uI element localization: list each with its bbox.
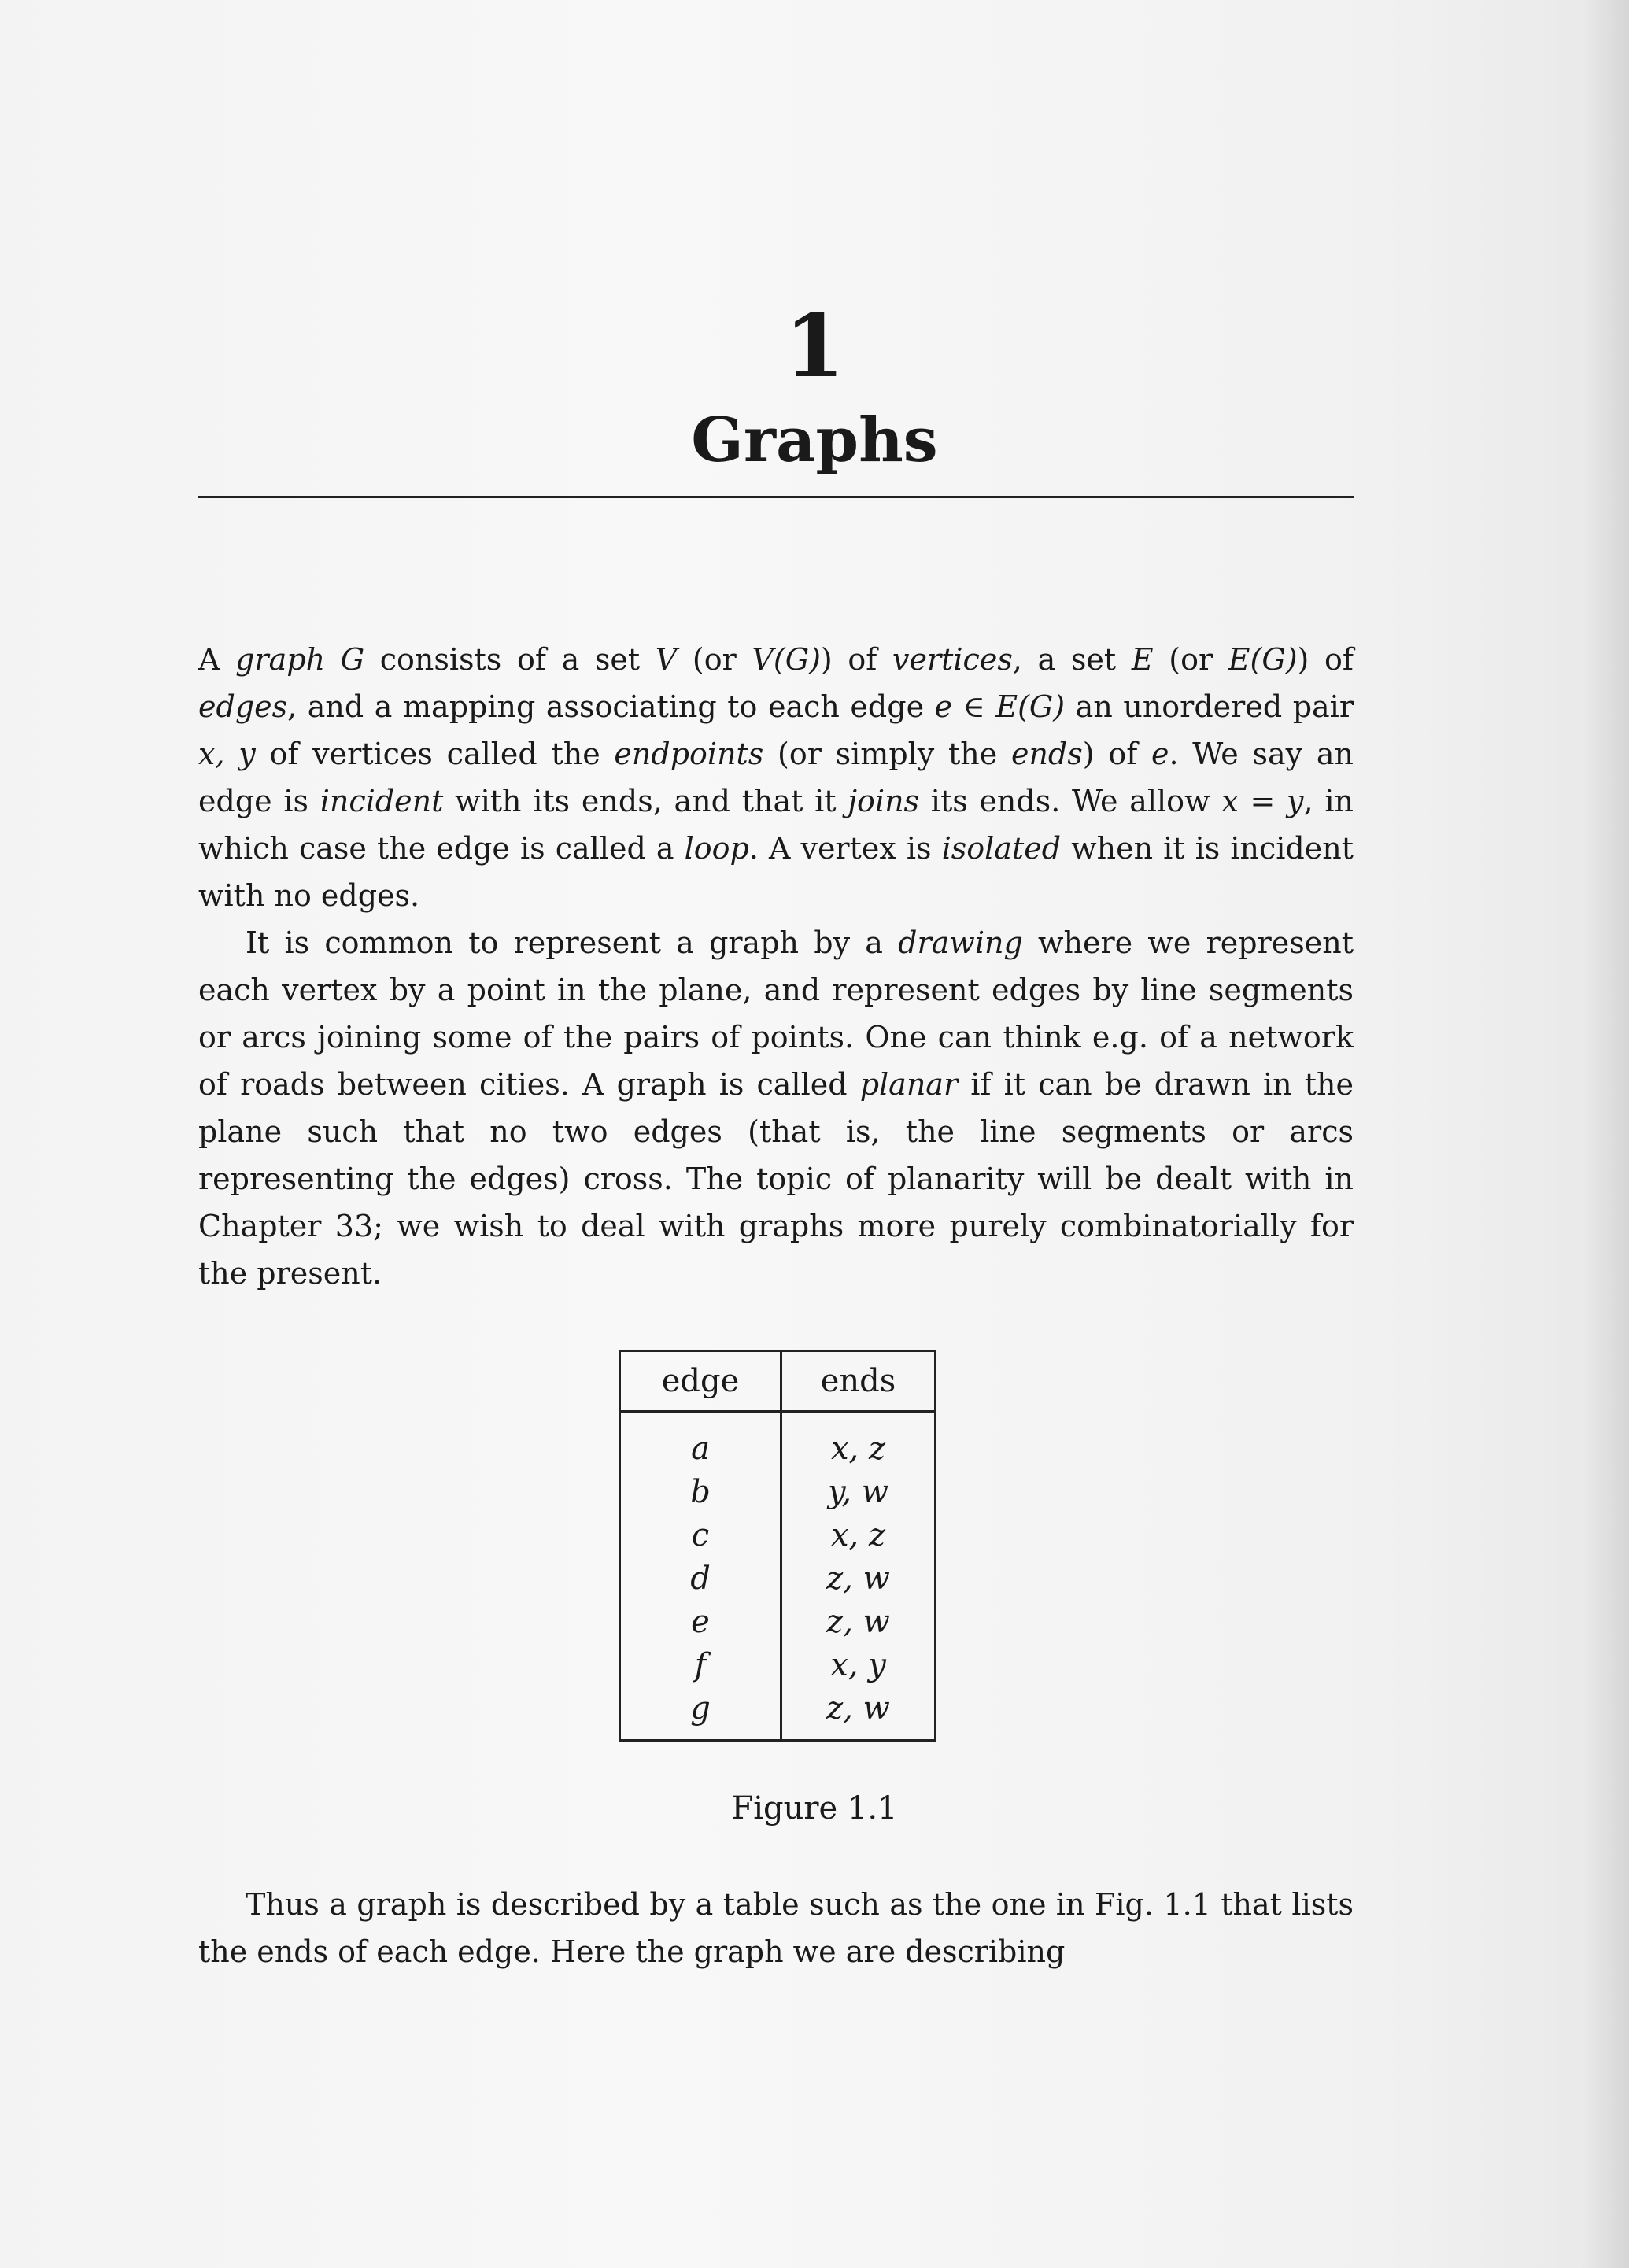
edge-cell: f (620, 1643, 781, 1686)
table-row (620, 1412, 936, 1471)
body-text-continued (198, 1881, 1354, 1975)
ends-cell: z, w (826, 1560, 890, 1597)
edge-cell: e (620, 1600, 781, 1643)
figure-table-container (619, 1350, 936, 1782)
table-row (620, 1686, 936, 1741)
header-ends: ends (781, 1351, 936, 1412)
paragraph-table-description: Thus a graph is described by a table such as the one in Fig. 1.1 that lists the ends of each edge. Here the graph we are describing (198, 1887, 1354, 1969)
ends-cell: z, w (826, 1603, 890, 1640)
table-row (620, 1643, 936, 1686)
ends-cell: x, y (830, 1646, 886, 1683)
title-rule (198, 496, 1354, 498)
paragraph-definition: A graph G consists of a set V (or V(G)) of vertices, a set E (or E(G)) of edges, and a mapping associating to each edge e ∈ E(G) an unordered pair x, y of vertices called the endpoints (or simply the ends) of e. We say an edge is incident with its ends, and that it joins its ends. We allow x = y, in which case the edge is called a loop. A vertex is isolated when it is incident with no edges. (198, 642, 1354, 913)
edge-cell: d (620, 1557, 781, 1600)
ends-cell: z, w (826, 1690, 890, 1727)
ends-cell: x, z (830, 1516, 886, 1553)
edge-cell: b (620, 1470, 781, 1513)
table-row (620, 1513, 936, 1557)
chapter-title: Graphs (691, 404, 938, 476)
figure-caption: Figure 1.1 (731, 1790, 898, 1827)
edge-cell: a (620, 1412, 781, 1471)
ends-cell: y, w (828, 1473, 888, 1510)
body-text (198, 636, 1354, 1297)
edge-cell: g (620, 1686, 781, 1741)
paragraph-drawing: It is common to represent a graph by a drawing where we represent each vertex by a point in the plane, and represent edges by line segments or arcs joining some of the pairs of points. One can think e.g. of a network of roads between cities. A graph is called planar if it can be drawn in the plane such that no two edges (that is, the line segments or arcs representing the edges) cross. The topic of planarity will be dealt with in Chapter 33; we wish to deal with graphs more purely combinatorially for the present. (198, 925, 1354, 1291)
chapter-number: 1 (784, 295, 845, 397)
header-edge: edge (620, 1351, 781, 1412)
table-row (620, 1470, 936, 1513)
table-row (620, 1600, 936, 1643)
table-header-row (620, 1351, 936, 1412)
edge-ends-table (619, 1350, 936, 1742)
edge-cell: c (620, 1513, 781, 1557)
table-row (620, 1557, 936, 1600)
ends-cell: x, z (830, 1430, 886, 1467)
